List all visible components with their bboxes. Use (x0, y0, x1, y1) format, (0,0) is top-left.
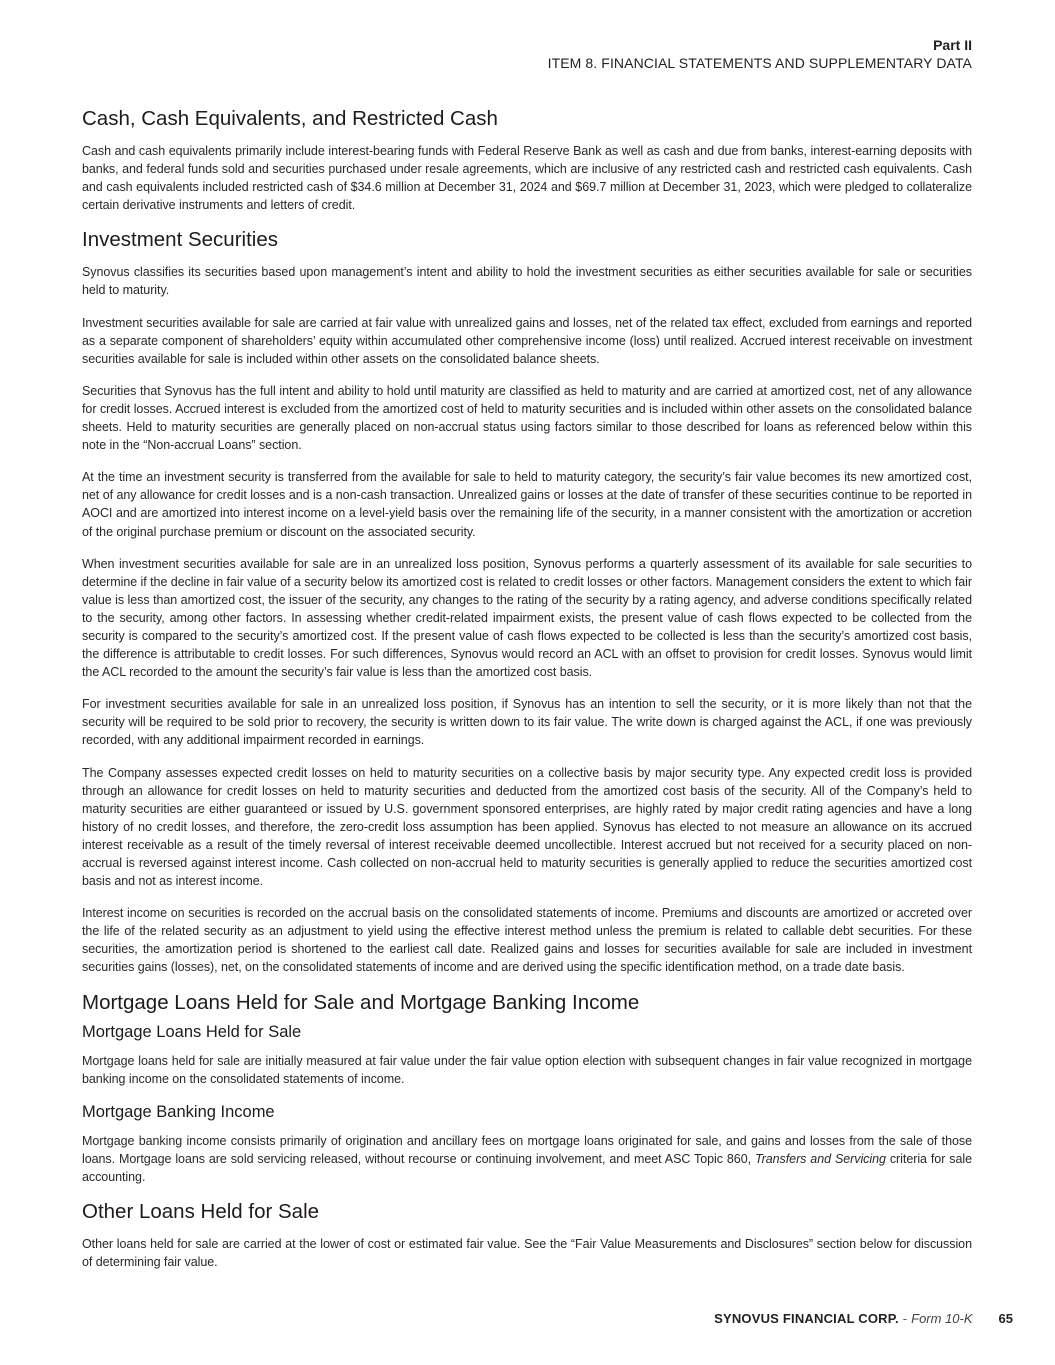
paragraph: Investment securities available for sale are carried at fair value with unrealized gains and losses, net of the related tax effect, excluded from earnings and reported as a separate component of shareholders’ equity within accumulated other comprehensive income (loss) until realized. Accrued interest receivable on investment securities available for sale is included within other assets on the consolidated balance sheets. (82, 315, 972, 366)
header-part: Part II (933, 37, 972, 53)
section-mortgage-loans (82, 990, 972, 1186)
paragraph (82, 1132, 972, 1186)
paragraph: Other loans held for sale are carried at the lower of cost or estimated fair value. See the “Fair Value Measurements and Disclosures” section below for discussion of determining fair value. (82, 1237, 972, 1270)
paragraph: Interest income on securities is recorded on the accrual basis on the consolidated statements of income. Premiums and discounts are amortized or accreted over the life of the related security as an adjustment to yield using the effective interest method unless the premium is related to callable debt securities. For these securities, the amortization period is shortened to the earliest call date. Realized gains and losses for securities available for sale are included in investment securities gains (losses), net, on the consolidated statements of income and are derived using the specific identification method, on a trade date basis. (82, 906, 972, 975)
document-body (82, 106, 972, 1271)
section-title-other-loans: Other Loans Held for Sale (82, 1200, 320, 1224)
page-header (548, 37, 972, 72)
paragraph: The Company assesses expected credit losses on held to maturity securities on a collective basis by major security type. Any expected credit loss is provided through an allowance for credit losses on held to maturity securities and deducted from the amortized cost basis of the security. All of the Company’s held to maturity securities are either guaranteed or issued by U.S. government sponsored enterprises, are highly rated by major credit rating agencies and have a long history of no credit losses, and therefore, the zero-credit loss assumption has been applied. Synovus has elected to not measure an allowance on its accrued interest receivable as a result of the timely reversal of interest receivable deemed uncollectible. Interest accrued but not received for a security placed on non-accrual is reversed against interest income. Cash collected on non-accrual held to maturity securities is generally applied to reduce the securities amortized cost basis and not as interest income. (82, 765, 972, 889)
paragraph: When investment securities available for sale are in an unrealized loss position, Synovus performs a quarterly assessment of its available for sale securities to determine if the decline in fair value of a security below its amortized cost is related to credit losses or other factors. Management considers the extent to which fair value is less than amortized cost, the issuer of the security, any changes to the rating of the security by a rating agency, and adverse conditions specifically related to the security, among other factors. In assessing whether credit-related impairment exists, the present value of cash flows expected to be collected from the security is compared to the security’s amortized cost. If the present value of cash flows expected to be collected is less than the security’s amortized cost basis, the difference is attributable to credit losses. For such differences, Synovus would record an ACL with an offset to provision for credit losses. Synovus would limit the ACL recorded to the amount the security’s fair value is less than the amortized cost basis. (82, 556, 972, 680)
paragraph-text: criteria for sale accounting. (82, 1151, 972, 1184)
section-title-cash: Cash, Cash Equivalents, and Restricted Cash (82, 107, 498, 130)
subsection-title-mortgage-banking-income: Mortgage Banking Income (82, 1102, 275, 1121)
footer-form: Form 10-K (911, 1311, 973, 1326)
emphasis-text: Transfers and Servicing (754, 1151, 886, 1166)
paragraph: Cash and cash equivalents primarily include interest-bearing funds with Federal Reserve Bank as well as cash and due from banks, interest-earning deposits with banks, and federal funds sold and securities purchased under resale agreements, which are inclusive of any restricted cash and restricted cash equivalents. Cash and cash equivalents included restricted cash of $34.6 million at December 31, 2024 and $69.7 million at December 31, 2023, which were pledged to collateralize certain derivative instruments and letters of credit. (82, 144, 972, 213)
paragraph: Synovus classifies its securities based upon management’s intent and ability to hold the investment securities as either securities available for sale or securities held to maturity. (82, 265, 972, 298)
section-cash (82, 106, 972, 214)
subsection-title-mortgage-held-for-sale: Mortgage Loans Held for Sale (82, 1022, 302, 1041)
section-investment-securities (82, 227, 972, 976)
section-title-mortgage: Mortgage Loans Held for Sale and Mortgage Banking Income (82, 990, 640, 1014)
header-item: ITEM 8. FINANCIAL STATEMENTS AND SUPPLEMENTARY DATA (547, 55, 972, 71)
paragraph: Securities that Synovus has the full intent and ability to hold until maturity are classified as held to maturity and are carried at amortized cost, net of any allowance for credit losses. Accrued interest is excluded from the amortized cost of held to maturity securities and is included within other assets on the consolidated balance sheets. Held to maturity securities are generally placed on non-accrual status using factors similar to those described for loans as referenced below within this note in the “Non-accrual Loans” section. (82, 383, 972, 453)
paragraph-text: Mortgage banking income consists primarily of origination and ancillary fees on mortgage loans originated for sale, and gains and losses from the sale of those loans. Mortgage loans are sold servicing released, without recourse or continuing involvement, and meet ASC Topic 860, (82, 1133, 972, 1166)
footer-separator: - (902, 1311, 908, 1326)
page-number: 65 (998, 1311, 1013, 1326)
paragraph: For investment securities available for sale in an unrealized loss position, if Synovus has an intention to sell the security, or it is more likely than not that the security will be required to be sold prior to recovery, the security is written down to its fair value. The write down is charged against the ACL, if one was previously recorded, with any additional impairment recorded in earnings. (82, 697, 972, 748)
paragraph: Mortgage loans held for sale are initially measured at fair value under the fair value option election with subsequent changes in fair value recognized in mortgage banking income on the consolidated statements of income. (82, 1053, 972, 1086)
footer-company: SYNOVUS FINANCIAL CORP. (714, 1311, 899, 1326)
page-footer (714, 1311, 1013, 1327)
paragraph: At the time an investment security is transferred from the available for sale to held to maturity category, the security’s fair value becomes its new amortized cost, net of any allowance for credit losses and is a non-cash transaction. Unrealized gains or losses at the date of transfer of these securities continue to be reported in AOCI and are amortized into interest income on a level-yield basis over the remaining life of the security, in a manner consistent with the amortization or accretion of the original purchase premium or discount on the associated security. (82, 470, 972, 539)
section-title-investment-securities: Investment Securities (82, 228, 278, 252)
section-other-loans (82, 1199, 972, 1271)
